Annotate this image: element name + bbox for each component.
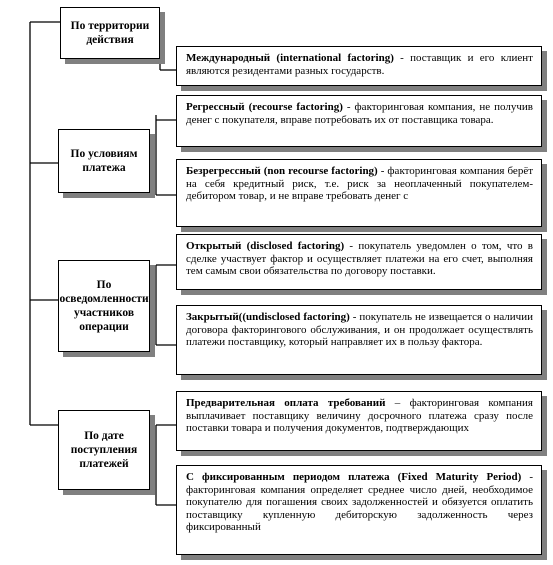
desc-prepayment: Предварительная оплата требований – факторинговая компания выплачивает поставщику величину досрочного платежа сразу после поставки товара и получения документов, подтверждающих xyxy=(176,391,542,451)
category-receipt-label: По дате поступления платежей xyxy=(70,430,138,470)
desc-recourse: Регрессный (recourse factoring) - факторинговая компания, не получив денег с покупателя, вправе потребовать их от поставщика товара. xyxy=(176,95,542,147)
desc-disclosed: Открытый (disclosed factoring) - покупатель уведомлен о том, что в сделке участвует фактор и осуществляет платежи на его счет, выполняя тем самым свои обязательства по договору поставки. xyxy=(176,234,542,290)
category-awareness-label: По осведомленности участников операции xyxy=(59,279,149,333)
category-territory-label: По территории действия xyxy=(70,20,150,46)
desc-non-recourse: Безрегрессный (non recourse factoring) - факторинговая компания берёт на себя кредитный риск, т.е. риск за неоплаченный покупателем-дебитором товар, и не вправе требовать денег с xyxy=(176,159,542,227)
desc-undisclosed: Закрытый((undisclosed factoring) - покупатель не извещается о наличии договора факторингового обслуживания, и он продолжает осуществлять платежи поставщику, который направляет их в пользу фактора. xyxy=(176,305,542,375)
desc-international: Международный (international factoring) - поставщик и его клиент являются резидентами разных государств. xyxy=(176,46,542,86)
category-awareness xyxy=(58,260,150,352)
category-receipt xyxy=(58,410,150,490)
category-payment xyxy=(58,129,150,193)
category-payment-label: По условиям платежа xyxy=(70,148,138,174)
desc-fixed-maturity: С фиксированным периодом платежа (Fixed Maturity Period) - факторинговая компания определяет среднее число дней, необходимое покупателю для погашения своих задолженностей и обязуется оплатить поставщику купленную дебиторскую задолженность через фиксированный xyxy=(176,465,542,555)
category-territory xyxy=(60,7,160,59)
